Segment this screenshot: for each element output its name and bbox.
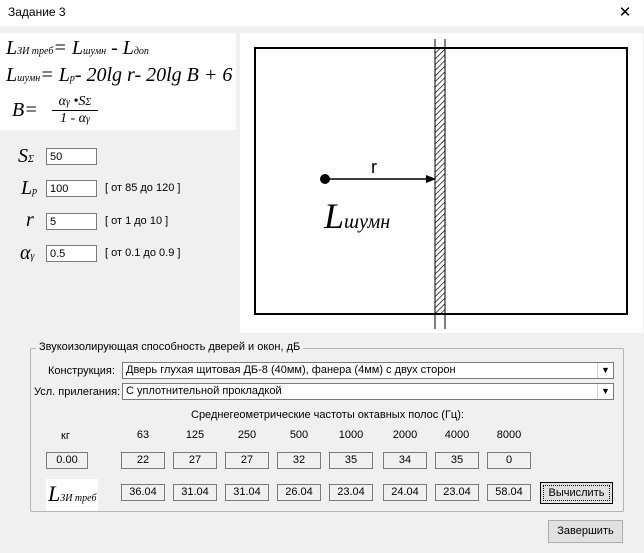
kg-value: 0.00	[46, 452, 88, 469]
insulation-value: 0	[487, 452, 531, 469]
finish-button[interactable]: Завершить	[548, 520, 623, 543]
param-r-symbol: r	[26, 209, 34, 231]
insulation-value: 27	[225, 452, 269, 469]
construction-value: Дверь глухая щитовая ДБ-8 (40мм), фанера (4мм) с двух сторон	[126, 364, 456, 376]
close-icon[interactable]: ✕	[618, 4, 632, 21]
insulation-value: 27	[173, 452, 217, 469]
alpha-input[interactable]	[46, 245, 97, 262]
noise-level-label: Lшумн	[324, 196, 391, 236]
r-input[interactable]	[46, 213, 97, 230]
insulation-value: 32	[277, 452, 321, 469]
param-alpha-symbol: αγ	[20, 242, 35, 264]
formula-panel	[0, 33, 236, 130]
room-diagram	[240, 33, 643, 333]
formula-1: LЗИ треб= Lшумн - Lдоп	[6, 37, 149, 59]
group-legend: Звукоизолирующая способность дверей и окон, дБ	[36, 341, 303, 353]
param-s-symbol: SΣ	[18, 145, 34, 167]
kg-label: кг	[61, 430, 70, 442]
ltreb-value: 23.04	[329, 484, 373, 501]
contact-select[interactable]	[122, 383, 614, 400]
lp-range: [ от 85 до 120 ]	[105, 182, 181, 194]
construction-label: Конструкция:	[48, 365, 115, 377]
chevron-down-icon[interactable]: ▼	[597, 363, 613, 378]
insulation-value: 35	[329, 452, 373, 469]
alpha-range: [ от 0.1 до 0.9 ]	[105, 247, 181, 259]
ltreb-value: 36.04	[121, 484, 165, 501]
contact-label: Усл. прилегания:	[34, 386, 121, 398]
insulation-value: 35	[435, 452, 479, 469]
freq-title: Среднегеометрические частоты октавных полос (Гц):	[191, 409, 464, 421]
r-range: [ от 1 до 10 ]	[105, 215, 169, 227]
calculate-button[interactable]: Вычислить	[540, 482, 613, 504]
formula-3-lhs: B=	[12, 99, 38, 121]
s-sigma-input[interactable]	[46, 148, 97, 165]
freq-header: 2000	[392, 429, 418, 441]
ltreb-value: 26.04	[277, 484, 321, 501]
ltreb-symbol-box	[46, 479, 98, 511]
chevron-down-icon[interactable]: ▼	[597, 384, 613, 399]
construction-select[interactable]	[122, 362, 614, 379]
freq-header: 125	[185, 429, 205, 441]
contact-value: С уплотнительной прокладкой	[126, 385, 282, 397]
ltreb-value: 31.04	[225, 484, 269, 501]
ltreb-value: 23.04	[435, 484, 479, 501]
room-diagram-svg	[240, 33, 643, 333]
title-bar	[0, 0, 644, 26]
freq-header: 1000	[338, 429, 364, 441]
freq-header: 63	[136, 429, 150, 441]
ltreb-value: 58.04	[487, 484, 531, 501]
freq-header: 8000	[496, 429, 522, 441]
distance-label: r	[371, 157, 377, 177]
param-lp-symbol: Lр	[21, 177, 38, 199]
window-title: Задание 3	[8, 5, 66, 19]
formula-3-fraction: αγ •SΣ 1 - αγ	[52, 94, 98, 127]
freq-header: 500	[289, 429, 309, 441]
insulation-value: 22	[121, 452, 165, 469]
freq-header: 4000	[444, 429, 470, 441]
ltreb-value: 24.04	[383, 484, 427, 501]
freq-header: 250	[237, 429, 257, 441]
formula-2: Lшумн= Lр- 20lg r- 20lg B + 6	[6, 64, 233, 86]
ltreb-symbol: LЗИ треб	[48, 481, 97, 506]
wall-hatch	[435, 48, 445, 314]
ltreb-value: 31.04	[173, 484, 217, 501]
insulation-value: 34	[383, 452, 427, 469]
lp-input[interactable]	[46, 180, 97, 197]
